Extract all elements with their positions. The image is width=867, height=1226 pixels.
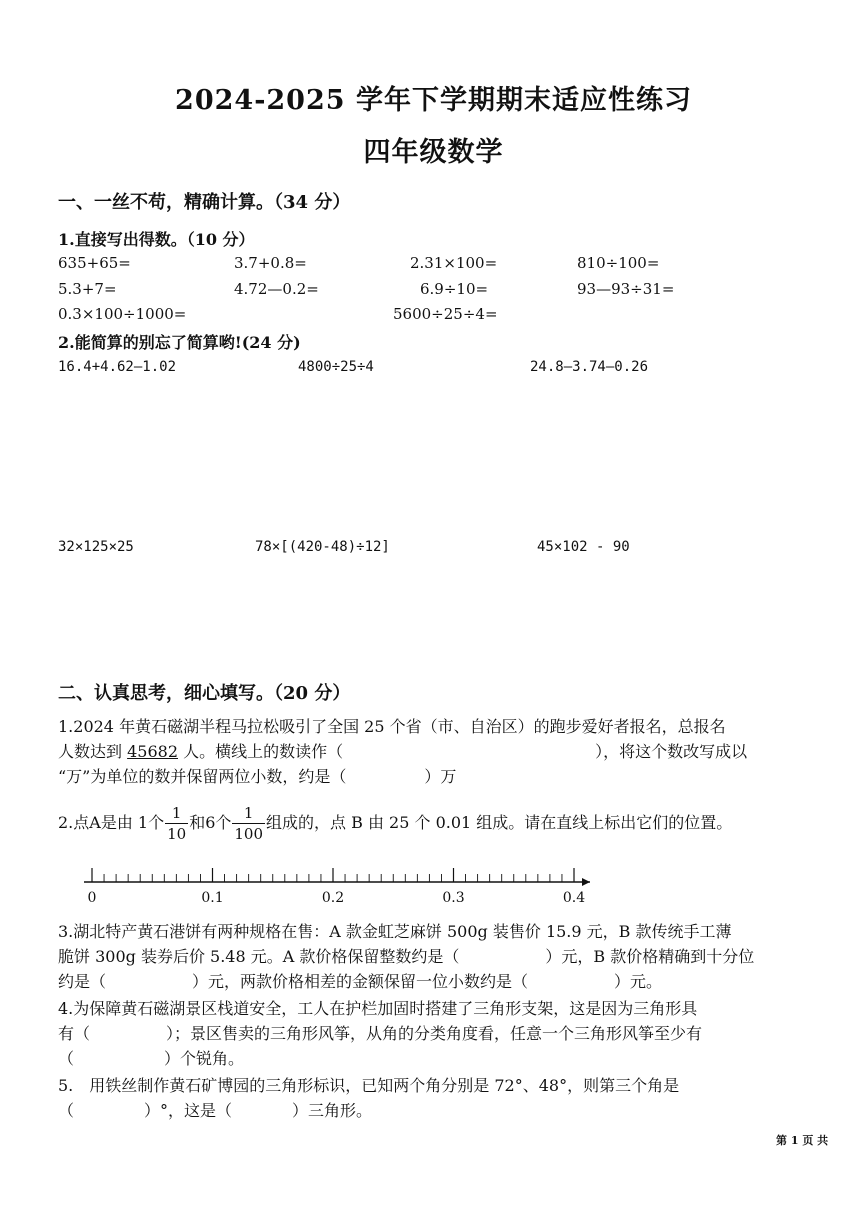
text: 脆饼 300g 装券后价 5.48 元。A 款价格保留整数约是（ xyxy=(58,947,460,966)
calc-item: 5600÷25÷4= xyxy=(393,305,498,323)
number-line[interactable] xyxy=(70,852,610,912)
s2-q2-line xyxy=(58,800,732,846)
number-line-labels xyxy=(88,890,586,906)
text: ）个锐角。 xyxy=(164,1049,245,1068)
simplify-item: 16.4+4.62—1.02 xyxy=(58,359,177,375)
text: ）；景区售卖的三角形风筝，从角的分类角度看，任意一个三角形风筝至少有 xyxy=(166,1024,703,1043)
s5-line2 xyxy=(58,1099,372,1123)
text: 和6个 xyxy=(189,813,232,832)
text: ）元，两款价格相差的金额保留一位小数约是（ xyxy=(192,972,529,991)
text: ）万 xyxy=(424,767,457,786)
number-line-arrow xyxy=(582,878,590,886)
calc-item: 3.7+0.8= xyxy=(234,254,307,272)
s2-q1-line2 xyxy=(58,740,747,764)
simplify-item: 45×102 - 90 xyxy=(537,539,630,555)
text: ）元。 xyxy=(614,972,663,991)
calc-item: 5.3+7= xyxy=(58,280,117,298)
text: 组成的，点 B 由 25 个 0.01 组成。请在直线上标出它们的位置。 xyxy=(266,813,733,832)
section-1-heading: 一、一丝不苟，精确计算。（34 分） xyxy=(58,192,351,213)
page-footer: 第 1 页 共 xyxy=(776,1134,829,1147)
calc-item: 810÷100= xyxy=(577,254,660,272)
fraction-one-tenth xyxy=(165,803,188,844)
tick-label: 0 xyxy=(87,890,97,906)
s2-q1-line1: 1.2024 年黄石磁湖半程马拉松吸引了全国 25 个省（市、自治区）的跑步爱好者报名，总报名 xyxy=(58,717,726,736)
calc-item: 635+65= xyxy=(58,254,131,272)
calc-item: 93—93÷31= xyxy=(577,280,675,298)
simplify-item: 78×[(420-48)÷12] xyxy=(255,539,390,555)
q1-label: 1.直接写出得数。（10 分） xyxy=(58,230,255,249)
calc-item: 4.72—0.2= xyxy=(234,280,319,298)
text: 有（ xyxy=(58,1024,91,1043)
text: ）°，这是（ xyxy=(144,1101,233,1120)
tick-label: 0.4 xyxy=(562,890,586,906)
s4-line1: 4.为保障黄石磁湖景区栈道安全，工人在护栏加固时搭建了三角形支架，这是因为三角形具 xyxy=(58,999,698,1018)
simplify-item: 24.8—3.74—0.26 xyxy=(530,359,649,375)
calc-item: 6.9÷10= xyxy=(420,280,489,298)
text: “万”为单位的数并保留两位小数，约是（ xyxy=(58,767,347,786)
section-2-heading: 二、认真思考，细心填写。（20 分） xyxy=(58,683,351,704)
s3-line1: 3.湖北特产黄石港饼有两种规格在售：A 款金虹芝麻饼 500g 装售价 15.9 元，B 款传统手工薄 xyxy=(58,922,732,941)
s5-line1: 5. 用铁丝制作黄石矿博园的三角形标识，已知两个角分别是 72°、48°，则第三个角是 xyxy=(58,1076,680,1095)
text: ）三角形。 xyxy=(292,1101,373,1120)
fraction-one-hundredth xyxy=(232,803,265,844)
frac-den: 10 xyxy=(167,825,187,843)
s3-line3 xyxy=(58,970,662,994)
s2-q1-line3 xyxy=(58,765,456,789)
underlined-number: 45682 xyxy=(127,742,178,761)
q2-label: 2.能简算的别忘了简算哟!(24 分) xyxy=(58,333,301,352)
simplify-item: 4800÷25÷4 xyxy=(298,359,374,375)
exam-title: 2024-2025 学年下学期期末适应性练习 xyxy=(175,85,692,116)
text: 约是（ xyxy=(58,972,107,991)
frac-num: 1 xyxy=(165,803,188,824)
exam-subtitle: 四年级数学 xyxy=(363,137,504,168)
calc-item: 2.31×100= xyxy=(410,254,498,272)
s3-line2 xyxy=(58,945,754,969)
text: ），将这个数改写成以 xyxy=(595,742,748,761)
tick-label: 0.3 xyxy=(442,890,465,906)
text: 人。横线上的数读作（ xyxy=(178,742,344,761)
text: （ xyxy=(58,1101,75,1120)
simplify-item: 32×125×25 xyxy=(58,539,134,555)
text: 人数达到 xyxy=(58,742,128,761)
tick-label: 0.2 xyxy=(321,890,345,906)
tick-label: 0.1 xyxy=(201,890,224,906)
number-line-ticks xyxy=(92,868,574,882)
s4-line3 xyxy=(58,1047,244,1071)
s4-line2 xyxy=(58,1022,702,1046)
text: ）元，B 款价格精确到十分位 xyxy=(545,947,755,966)
calc-item: 0.3×100÷1000= xyxy=(58,305,187,323)
frac-num: 1 xyxy=(232,803,265,824)
text: 2.点A是由 1个 xyxy=(58,813,165,832)
text: （ xyxy=(58,1049,75,1068)
frac-den: 100 xyxy=(234,825,264,843)
